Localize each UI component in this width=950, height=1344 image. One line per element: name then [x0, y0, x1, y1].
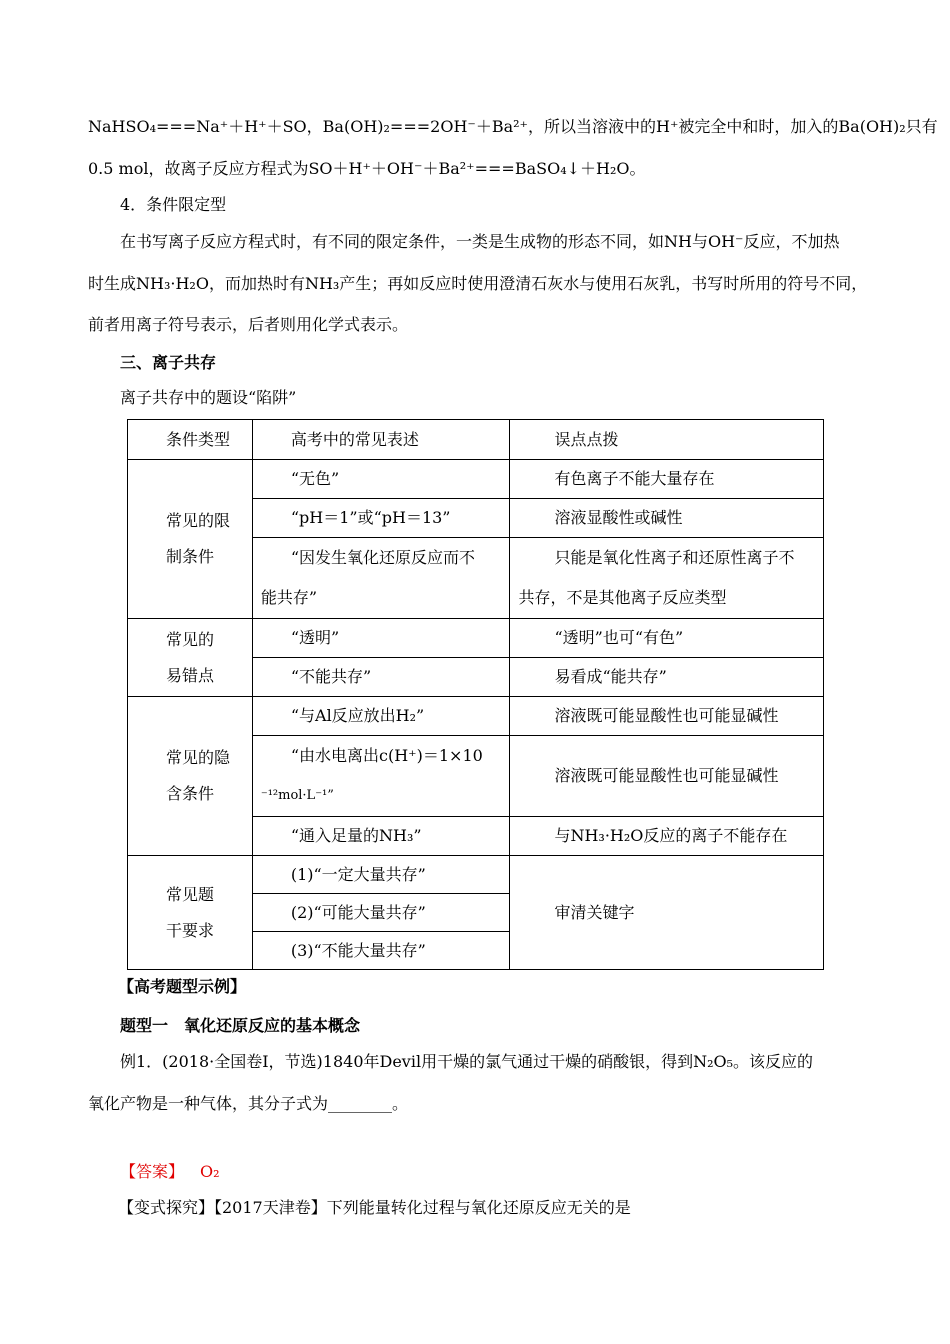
table-cell-merged: 审清关键字 [510, 856, 824, 970]
group-label-question-requirement: 常见题 干要求 [128, 856, 253, 970]
ion-coexistence-table [127, 419, 824, 970]
question-type-heading: 题型一 氧化还原反应的基本概念 [120, 1016, 361, 1035]
table-cell: 只能是氧化性离子和还原性离子不 共存，不是其他离子反应类型 [510, 538, 824, 619]
table-cell: 溶液既可能显酸性也可能显碱性 [510, 736, 824, 817]
group-label-error-prone: 常见的 易错点 [128, 619, 253, 697]
header-common-expression: 高考中的常见表述 [252, 420, 510, 460]
table-row [128, 697, 824, 736]
group-label-restriction: 常见的限 制条件 [128, 460, 253, 619]
paragraph-line: 时生成NH₃·H₂O，而加热时有NH₃产生；再如反应时使用澄清石灰水与使用石灰乳，书写时所用的符号不同， [88, 274, 868, 293]
answer-value: O₂ [200, 1162, 220, 1181]
table-cell: “无色” [252, 460, 510, 499]
subheading-condition-type: 4．条件限定型 [120, 195, 227, 214]
table-cell: “不能共存” [252, 658, 510, 697]
table-cell: (3)“不能大量共存” [252, 932, 510, 970]
table-row [128, 619, 824, 658]
table-cell: “pH＝1”或“pH＝13” [252, 499, 510, 538]
table-cell: “通入足量的NH₃” [252, 817, 510, 856]
table-cell: “与Al反应放出H₂” [252, 697, 510, 736]
table-row [128, 460, 824, 499]
table-cell: (2)“可能大量共存” [252, 894, 510, 932]
table-row [128, 856, 824, 894]
paragraph-line: 前者用离子符号表示，后者则用化学式表示。 [88, 315, 409, 334]
example-line: 例1．(2018·全国卷Ⅰ，节选)1840年Devil用干燥的氯气通过干燥的硝酸银，得到N₂O₅。该反应的 [120, 1052, 814, 1071]
variant-question: 【变式探究】【2017天津卷】下列能量转化过程与氧化还原反应无关的是 [118, 1198, 631, 1217]
table-cell: (1)“一定大量共存” [252, 856, 510, 894]
table-cell: “由水电离出c(H⁺)＝1×10 ⁻¹²mol·L⁻¹” [252, 736, 510, 817]
examples-heading: 【高考题型示例】 [118, 977, 247, 996]
trap-intro: 离子共存中的题设“陷阱” [120, 388, 297, 407]
table-header-row [128, 420, 824, 460]
paragraph-line: 在书写离子反应方程式时，有不同的限定条件，一类是生成物的形态不同，如NH与OH⁻反应，不加热 [120, 232, 840, 251]
answer-label: 【答案】 [120, 1162, 185, 1181]
paragraph-line: 0.5 mol，故离子反应方程式为SO＋H⁺＋OH⁻＋Ba²⁺===BaSO₄↓＋H₂O。 [88, 159, 646, 178]
table-cell: 与NH₃·H₂O反应的离子不能存在 [510, 817, 824, 856]
table-cell: 溶液既可能显酸性也可能显碱性 [510, 697, 824, 736]
table-cell: 易看成“能共存” [510, 658, 824, 697]
paragraph-line: NaHSO₄===Na⁺＋H⁺＋SO，Ba(OH)₂===2OH⁻＋Ba²⁺，所以当溶液中的H⁺被完全中和时，加入的Ba(OH)₂只有 [88, 117, 938, 136]
example-line: 氧化产物是一种气体，其分子式为________。 [88, 1094, 409, 1113]
header-error-tip: 误点点拨 [510, 420, 824, 460]
section-heading-ion-coexistence: 三、离子共存 [120, 353, 217, 372]
table-cell: “透明” [252, 619, 510, 658]
table-cell: “透明”也可“有色” [510, 619, 824, 658]
group-label-hidden-condition: 常见的隐 含条件 [128, 697, 253, 856]
table-cell: 有色离子不能大量存在 [510, 460, 824, 499]
table-cell: 溶液显酸性或碱性 [510, 499, 824, 538]
table-cell: “因发生氧化还原反应而不 能共存” [252, 538, 510, 619]
header-condition-type: 条件类型 [128, 420, 253, 460]
